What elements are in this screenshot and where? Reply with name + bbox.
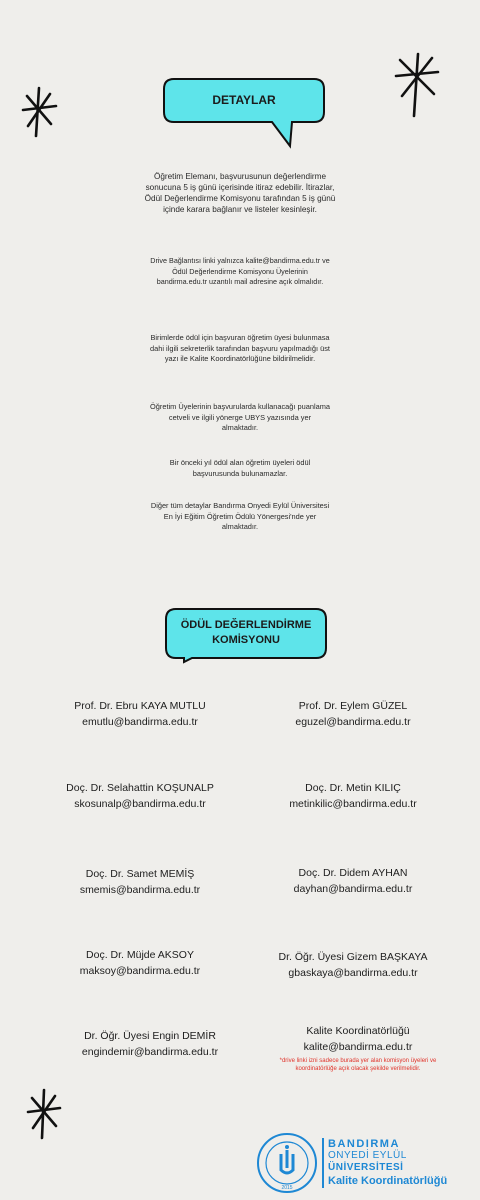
member-name: Prof. Dr. Ebru KAYA MUTLU — [74, 700, 206, 712]
member-name: Dr. Öğr. Üyesi Gizem BAŞKAYA — [278, 951, 428, 963]
drive-permission-note: *drive linki izni sadece burada yer alan komisyon üyeleri ve koordinatörlüğe açık olacak şekilde verilmelidir. — [279, 1058, 437, 1072]
university-seal-icon — [256, 1132, 318, 1194]
seal-year: 2015 — [281, 1185, 293, 1191]
member-email[interactable]: smemis@bandirma.edu.tr — [79, 884, 201, 896]
committee-member — [40, 780, 240, 812]
committee-member — [40, 947, 240, 979]
logo-text — [328, 1138, 447, 1188]
member-name: Doç. Dr. Samet MEMİŞ — [85, 868, 195, 880]
detail-paragraph: Birimlerde ödül için başvuran öğretim üyesi bulunmasa dahi ilgili sekreterlik tarafından başvuru yapılmadığı üst yazı ile Kalite Koordinatörlüğüne bildirilmelidir. — [150, 333, 330, 363]
logo-line-bandirma: BANDIRMA — [328, 1138, 400, 1150]
member-name: Kalite Koordinatörlüğü — [306, 1025, 410, 1037]
member-email[interactable]: eguzel@bandirma.edu.tr — [295, 716, 411, 728]
committee-heading-line2: KOMİSYONU — [212, 634, 280, 646]
member-email[interactable]: gbaskaya@bandirma.edu.tr — [288, 967, 418, 979]
detail-paragraph: Drive Bağlantısı linki yalnızca kalite@bandirma.edu.tr ve Ödül Değerlendirme Komisyonu Üyelerinin bandirma.edu.tr uzantılı mail adresine açık olmalıdır. — [150, 256, 330, 286]
sparkle-star-icon — [18, 84, 60, 140]
member-email[interactable]: maksoy@bandirma.edu.tr — [79, 965, 201, 977]
sparkle-star-icon — [392, 50, 442, 120]
logo-divider — [322, 1138, 324, 1188]
detail-paragraph: Diğer tüm detaylar Bandırma Onyedi Eylül Üniversitesi En İyi Eğitim Öğretim Ödülü Yönergesi'nde yer almaktadır. — [150, 501, 330, 531]
committee-member — [40, 698, 240, 730]
detail-paragraph: Öğretim Elemanı, başvurusunun değerlendirme sonucuna 5 iş günü içerisinde itiraz edebilir. İtirazlar, Ödül Değerlendirme Komisyonu tarafından 5 iş günü içinde karara bağlanır ve listeler kesinleşir. — [144, 172, 336, 214]
member-name: Dr. Öğr. Üyesi Engin DEMİR — [84, 1030, 216, 1042]
committee-member — [253, 780, 453, 812]
university-logo — [256, 1130, 466, 1196]
member-email[interactable]: emutlu@bandirma.edu.tr — [82, 716, 198, 728]
member-name: Prof. Dr. Eylem GÜZEL — [298, 700, 408, 712]
committee-member — [50, 1028, 250, 1060]
member-name: Doç. Dr. Didem AYHAN — [298, 867, 408, 879]
committee-heading-line1: ÖDÜL DEĞERLENDİRME — [180, 619, 312, 631]
member-email[interactable]: dayhan@bandirma.edu.tr — [293, 883, 413, 895]
details-heading-bubble — [160, 76, 328, 150]
committee-member — [40, 866, 240, 898]
detail-paragraph: Öğretim Üyelerinin başvurularda kullanacağı puanlama cetveli ve ilgili yönerge UBYS yazısında yer almaktadır. — [150, 402, 330, 432]
committee-heading — [162, 618, 330, 648]
member-email[interactable]: kalite@bandirma.edu.tr — [303, 1041, 413, 1053]
committee-member — [253, 865, 453, 897]
logo-line-kalite: Kalite Koordinatörlüğü — [328, 1175, 448, 1187]
logo-line-universitesi: ÜNİVERSİTESİ — [328, 1162, 404, 1173]
committee-member — [253, 698, 453, 730]
logo-line-onyedi-eylul: ONYEDİ EYLÜL — [328, 1150, 407, 1161]
member-email[interactable]: metinkilic@bandirma.edu.tr — [289, 798, 417, 810]
member-name: Doç. Dr. Metin KILIÇ — [305, 782, 401, 794]
member-email[interactable]: engindemir@bandirma.edu.tr — [81, 1046, 219, 1058]
member-name: Doç. Dr. Selahattin KOŞUNALP — [66, 782, 214, 794]
member-email[interactable]: skosunalp@bandirma.edu.tr — [74, 798, 206, 810]
committee-member — [253, 949, 453, 981]
sparkle-star-icon — [24, 1086, 64, 1142]
committee-heading-bubble — [162, 606, 330, 664]
member-name: Doç. Dr. Müjde AKSOY — [86, 949, 194, 961]
quality-office-contact — [273, 1023, 443, 1073]
detail-paragraph: Bir önceki yıl ödül alan öğretim üyeleri ödül başvurusunda bulunamazlar. — [169, 458, 311, 478]
details-heading: DETAYLAR — [212, 93, 276, 107]
